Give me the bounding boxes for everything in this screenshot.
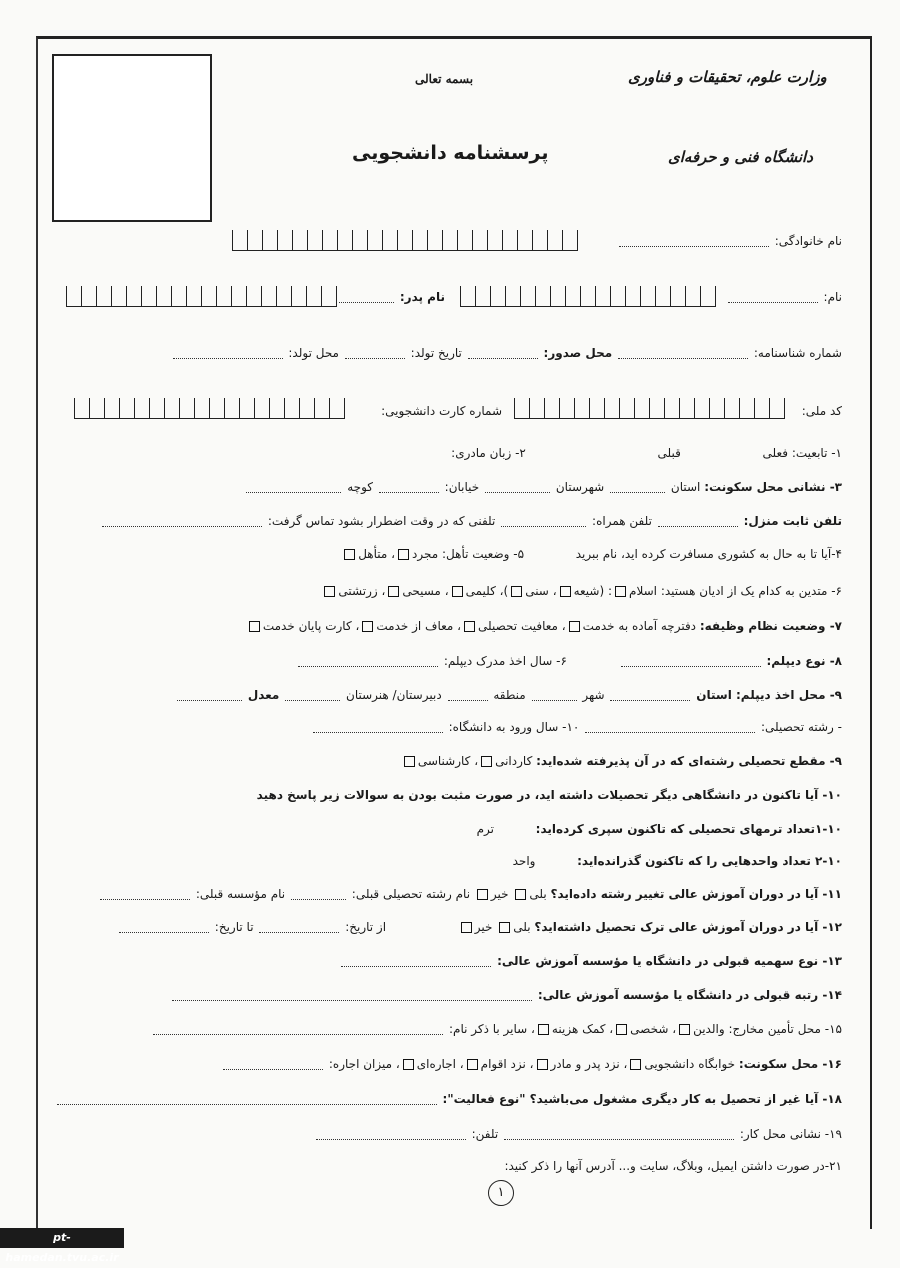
spacer	[687, 449, 757, 459]
q10-2-row	[62, 852, 842, 870]
aid-label: کمک هزینه	[551, 1022, 606, 1036]
rent-amount-label: میزان اجاره:	[328, 1057, 393, 1071]
masihi-label: مسیحی	[402, 584, 441, 598]
married-checkbox[interactable]	[344, 549, 355, 560]
birth-place-field[interactable]	[173, 348, 283, 359]
dorm-label: خوابگاه دانشجویی	[644, 1057, 736, 1071]
booklet-label: دفترچه آماده به خدمت	[582, 619, 697, 633]
q14-row	[62, 986, 842, 1004]
q8-row	[62, 652, 842, 670]
exempt-label: معاف از خدمت	[376, 619, 454, 633]
q2-label: ۲- زبان مادری:	[451, 446, 526, 460]
q13-field[interactable]	[341, 956, 491, 967]
id-number-label: شماره شناسنامه:	[753, 346, 842, 360]
shia-checkbox[interactable]	[560, 586, 571, 597]
q11-label: ۱۱- آیا در دوران آموزش عالی تغییر رشته داده‌اید؟	[550, 887, 842, 901]
self-checkbox[interactable]	[616, 1024, 627, 1035]
q16-row: ۱۶- محل سکونت: خوابگاه دانشجویی، نزد پدر و مادر، نزد اقوام، اجاره‌ای، میزان اجاره:	[62, 1055, 842, 1073]
form-title: پرسشنامه دانشجویی	[352, 142, 549, 164]
major-row	[62, 718, 842, 736]
q12-yes-checkbox[interactable]	[499, 922, 510, 933]
to-date-label: تا تاریخ:	[214, 920, 254, 934]
home-phone-field[interactable]	[658, 516, 738, 527]
from-date-label: از تاریخ:	[345, 920, 387, 934]
kalimi-checkbox[interactable]	[452, 586, 463, 597]
q3-row	[62, 478, 842, 496]
student-card-label: شماره کارت دانشجویی:	[381, 404, 502, 418]
married-label: متأهل	[358, 547, 388, 561]
q12-no-label: خیر	[474, 920, 493, 934]
q4-label: ۴-آیا تا به حال به کشوری مسافرت کرده اید، نام ببرید	[575, 547, 842, 561]
q19-row	[62, 1125, 842, 1143]
q4-row: ۴-آیا تا به حال به کشوری مسافرت کرده اید، نام ببرید ۵- وضعیت تأهل: مجرد، متأهل	[62, 545, 842, 563]
q6-label: ۶- متدین به کدام یک از ادیان هستید:	[660, 584, 842, 598]
spacer	[573, 657, 613, 667]
average-field[interactable]	[177, 690, 242, 701]
phone-row	[62, 512, 842, 530]
q8-label: ۸- نوع دیپلم:	[766, 654, 842, 668]
rent-checkbox[interactable]	[403, 1059, 414, 1070]
work-phone-label: تلفن:	[471, 1127, 499, 1141]
spacer	[532, 449, 652, 459]
service-card-label: کارت پایان خدمت	[262, 619, 352, 633]
spacer	[392, 923, 452, 933]
emergency-phone-label: تلفنی که در وقت اضطرار بشود تماس گرفت:	[267, 514, 496, 528]
aid-checkbox[interactable]	[538, 1024, 549, 1035]
q18-label: ۱۸- آیا غیر از تحصیل به کار دیگری مشغول می‌باشید؟ "نوع فعالیت":	[442, 1092, 842, 1106]
first-name-comb[interactable]	[460, 286, 716, 306]
basmala: بسمه تعالی	[415, 72, 474, 86]
islam-label: اسلام	[629, 584, 657, 598]
q11-no-label: خیر	[490, 887, 509, 901]
region-label: منطقه	[493, 688, 526, 702]
issue-place-field[interactable]	[468, 348, 538, 359]
page-number: ۱	[488, 1180, 514, 1206]
q11-yes-checkbox[interactable]	[515, 889, 526, 900]
home-phone-label: تلفن ثابت منزل:	[743, 514, 842, 528]
issue-place-label: محل صدور:	[543, 346, 613, 360]
work-address-field[interactable]	[504, 1129, 734, 1140]
family-name-label: نام خانوادگی:	[774, 234, 842, 248]
zartoshti-label: زرتشتی	[338, 584, 378, 598]
city-label: شهرستان	[555, 480, 605, 494]
term-unit: ترم	[476, 822, 494, 836]
q10-2-label: ۲-۱۰ تعداد واحدهایی را که تاکنون گذرانده‌اید:	[577, 854, 842, 868]
bachelor-label: کارشناسی	[417, 754, 471, 768]
photo-box[interactable]	[52, 54, 212, 222]
first-name-field[interactable]	[728, 292, 818, 303]
city-field[interactable]	[485, 482, 550, 493]
spacer	[541, 857, 571, 867]
q19-label: ۱۹- نشانی محل کار:	[739, 1127, 842, 1141]
q9-label: ۹- محل اخذ دیپلم: استان	[696, 688, 842, 702]
diploma-city-field[interactable]	[532, 690, 577, 701]
q3-label: ۳- نشانی محل سکونت:	[704, 480, 842, 494]
father-name-comb[interactable]	[66, 286, 337, 306]
site-footer: pt-hamedan.tvu.ac.ir	[0, 1228, 124, 1248]
rent-amount-field[interactable]	[223, 1059, 323, 1070]
spacer	[530, 550, 570, 560]
national-code-label: کد ملی:	[801, 404, 842, 418]
other-expense-field[interactable]	[153, 1024, 443, 1035]
q11-no-checkbox[interactable]	[477, 889, 488, 900]
relatives-checkbox[interactable]	[467, 1059, 478, 1070]
credit-unit: واحد	[512, 854, 536, 868]
street-field[interactable]	[379, 482, 439, 493]
self-label: شخصی	[630, 1022, 669, 1036]
q12-row	[62, 918, 842, 936]
diploma-year-label: ۶- سال اخذ مدرک دیپلم:	[443, 654, 567, 668]
father-name-label: نام پدر:	[399, 290, 445, 304]
with-parents-label: نزد پدر و مادر	[550, 1057, 620, 1071]
q12-label: ۱۲- آیا در دوران آموزش عالی ترک تحصیل داشته‌اید؟	[534, 920, 842, 934]
q15-row: ۱۵- محل تأمین مخارج: والدین، شخصی، کمک هزینه، سایر با ذکر نام:	[62, 1020, 842, 1038]
id-row	[62, 344, 842, 362]
q10-label: ۱۰- آیا تاکنون در دانشگاهی دیگر تحصیلات داشته اید، در صورت مثبت بودن به سوالات زیر پاسخ دهید	[256, 788, 842, 802]
zartoshti-checkbox[interactable]	[324, 586, 335, 597]
entry-year-field[interactable]	[313, 722, 443, 733]
islam-checkbox[interactable]	[615, 586, 626, 597]
q10-1-row	[62, 820, 842, 838]
from-date-field[interactable]	[259, 922, 339, 933]
birth-place-label: محل تولد:	[288, 346, 339, 360]
birth-date-label: تاریخ تولد:	[410, 346, 462, 360]
q21-row	[62, 1157, 842, 1175]
q6-row: ۶- متدین به کدام یک از ادیان هستید: اسلام: (شیعه، سنی)، کلیمی، مسیحی، زرتشتی	[62, 582, 842, 600]
national-code-comb[interactable]	[514, 398, 785, 418]
relatives-label: نزد اقوام	[480, 1057, 526, 1071]
family-name-comb[interactable]	[232, 230, 578, 250]
q10-1-label: ۱-۱۰تعداد ترمهای تحصیلی که تاکنون سپری کرده‌اید:	[535, 822, 842, 836]
q12-no-checkbox[interactable]	[461, 922, 472, 933]
student-card-comb[interactable]	[74, 398, 345, 418]
q18-field[interactable]	[57, 1094, 437, 1105]
diploma-year-field[interactable]	[298, 656, 438, 667]
diploma-province-field[interactable]	[610, 690, 690, 701]
q1-previous-label: قبلی	[657, 446, 681, 460]
university-name: دانشگاه فنی و حرفه‌ای	[668, 148, 813, 166]
rent-label: اجاره‌ای	[416, 1057, 456, 1071]
single-label: مجرد	[412, 547, 439, 561]
average-label: معدل	[247, 688, 280, 702]
to-date-field[interactable]	[119, 922, 209, 933]
family-name-field[interactable]	[619, 236, 769, 247]
diploma-city-label: شهر	[582, 688, 605, 702]
kalimi-label: کلیمی	[465, 584, 496, 598]
school-label: دبیرستان/ هنرستان	[346, 688, 442, 702]
spacer	[500, 825, 530, 835]
province-label: استان	[670, 480, 701, 494]
edu-exempt-checkbox[interactable]	[464, 621, 475, 632]
q11-yes-label: بلی	[529, 887, 547, 901]
father-name-group	[337, 288, 445, 306]
major-field[interactable]	[585, 722, 755, 733]
q9b-label: ۹- مقطع تحصیلی رشته‌ای که در آن پذیرفته شده‌اید:	[536, 754, 842, 768]
ministry-name: وزارت علوم، تحقیقات و فناوری	[628, 68, 827, 86]
entry-year-label: ۱۰- سال ورود به دانشگاه:	[448, 720, 580, 734]
work-phone-field[interactable]	[316, 1129, 466, 1140]
q9-row	[62, 686, 842, 704]
q13-row	[62, 952, 842, 970]
sunni-label: سنی	[525, 584, 549, 598]
q10-row	[62, 786, 842, 804]
q14-field[interactable]	[172, 990, 532, 1001]
mobile-label: تلفن همراه:	[592, 514, 652, 528]
booklet-checkbox[interactable]	[569, 621, 580, 632]
associate-checkbox[interactable]	[481, 756, 492, 767]
associate-label: کاردانی	[495, 754, 533, 768]
q1-row	[62, 444, 842, 462]
bachelor-checkbox[interactable]	[404, 756, 415, 767]
service-card-checkbox[interactable]	[249, 621, 260, 632]
q5-label: ۵- وضعیت تأهل:	[441, 547, 525, 561]
mobile-field[interactable]	[501, 516, 586, 527]
q16-label: ۱۶- محل سکونت:	[738, 1057, 842, 1071]
prev-major-field[interactable]	[291, 889, 346, 900]
prev-institution-field[interactable]	[100, 889, 190, 900]
q21-label: ۲۱-در صورت داشتن ایمیل، وبلاگ، سایت و... آدرس آنها را ذکر کنید:	[504, 1159, 842, 1173]
id-number-field[interactable]	[618, 348, 748, 359]
masihi-checkbox[interactable]	[388, 586, 399, 597]
with-parents-checkbox[interactable]	[537, 1059, 548, 1070]
parents-checkbox[interactable]	[679, 1024, 690, 1035]
single-checkbox[interactable]	[398, 549, 409, 560]
school-field[interactable]	[285, 690, 340, 701]
q14-label: ۱۴- رتبه قبولی در دانشگاه یا مؤسسه آموزش عالی:	[537, 988, 842, 1002]
dorm-checkbox[interactable]	[630, 1059, 641, 1070]
q15-label: ۱۵- محل تأمین مخارج:	[728, 1022, 842, 1036]
shia-label: (شیعه	[573, 584, 605, 598]
q1-label: ۱- تابعیت: فعلی	[762, 446, 842, 460]
prev-institution-label: نام مؤسسه قبلی:	[195, 887, 286, 901]
q7-row: ۷- وضعیت نظام وظیفه: دفترچه آماده به خدمت، معافیت تحصیلی، معاف از خدمت، کارت پایان خدمت	[62, 617, 842, 635]
sunni-checkbox[interactable]	[511, 586, 522, 597]
q11-row	[62, 885, 842, 903]
edu-exempt-label: معافیت تحصیلی	[478, 619, 558, 633]
father-name-field[interactable]	[339, 292, 394, 303]
q13-label: ۱۳- نوع سهمیه قبولی در دانشگاه یا مؤسسه آموزش عالی:	[497, 954, 842, 968]
student-card-group	[381, 402, 502, 420]
emergency-phone-field[interactable]	[102, 516, 262, 527]
province-field[interactable]	[610, 482, 665, 493]
parents-label: والدین	[693, 1022, 725, 1036]
region-field[interactable]	[448, 690, 488, 701]
q18-row	[62, 1090, 842, 1108]
first-name-label: نام:	[823, 290, 842, 304]
alley-label: کوچه	[347, 480, 373, 494]
q9b-row: ۹- مقطع تحصیلی رشته‌ای که در آن پذیرفته شده‌اید: کاردانی، کارشناسی	[62, 752, 842, 770]
street-label: خیابان:	[444, 480, 480, 494]
alley-field[interactable]	[246, 482, 341, 493]
birth-date-field[interactable]	[345, 348, 405, 359]
q12-yes-label: بلی	[513, 920, 531, 934]
prev-major-label: نام رشته تحصیلی قبلی:	[351, 887, 471, 901]
exempt-checkbox[interactable]	[362, 621, 373, 632]
major-label: - رشته تحصیلی:	[761, 720, 842, 734]
other-expense-label: سایر با ذکر نام:	[448, 1022, 528, 1036]
diploma-type-field[interactable]	[621, 656, 761, 667]
q7-label: ۷- وضعیت نظام وظیفه:	[699, 619, 842, 633]
